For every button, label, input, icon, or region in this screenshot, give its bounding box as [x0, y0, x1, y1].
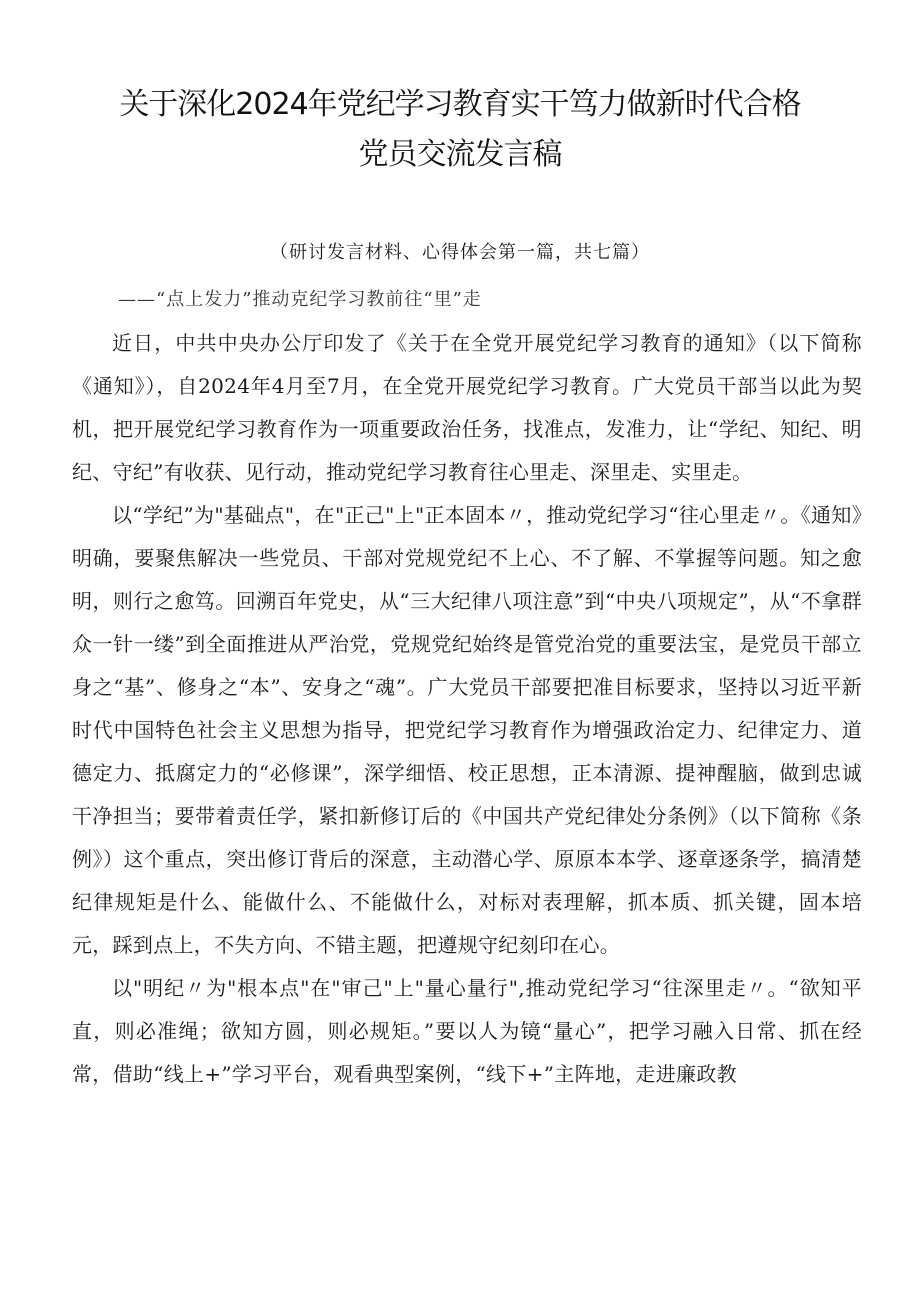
document-body: [72, 322, 862, 1096]
document-title-line-1: 关于深化2024年党纪学习教育实干笃力做新时代合格: [119, 87, 801, 122]
body-paragraph: 以“学纪”为"基础点"，在"正己"上"正本固本〃，推动党纪学习“往心里走〃。《通知》明确，要聚焦解决一些党员、干部对党规党纪不上心、不了解、不掌握等问题。知之愈明，则行之愈笃。回溯百年党史，从“三大纪律八项注意”到“中央八项规定”，从“不拿群众一针一缕”到全面推进从严治党，党规党纪始终是管党治党的重要法宝，是党员干部立身之“基”、修身之“本”、安身之“魂”。广大党员干部要把准目标要求，坚持以习近平新时代中国特色社会主义思想为指导，把党纪学习教育作为增强政治定力、纪律定力、道德定力、抵腐定力的“必修课”，深学细悟、校正思想，正本清源、提神醒脑，做到忠诚干净担当；要带着责任学，紧扣新修订后的《中国共产党纪律处分条例》（以下简称《条例》）这个重点，突出修订背后的深意，主动潜心学、原原本本学、逐章逐条学，搞清楚纪律规矩是什么、能做什么、不能做什么，对标对表理解，抓本质、抓关键，固本培元，踩到点上，不失方向、不错主题，把遵规守纪刻印在心。: [72, 503, 862, 957]
body-paragraph: 近日，中共中央办公厅印发了《关于在全党开展党纪学习教育的通知》（以下简称《通知》），自2024年4月至7月，在全党开展党纪学习教育。广大党员干部当以此为契机，把开展党纪学习教育作为一项重要政治任务，找准点，发准力，让“学纪、知纪、明纪、守纪”有收获、见行动，推动党纪学习教育往心里走、深里走、实里走。: [72, 331, 862, 484]
body-paragraph: 以"明纪〃为"根本点"在"审己"上"量心量行",推动党纪学习“往深里走〃。“欲知平直，则必准绳；欲知方圆，则必规矩。”要以人为镜“量心”，把学习融入日常、抓在经常，借助“线上+”学习平台，观看典型案例，“线下+”主阵地，走进廉政教: [72, 976, 862, 1086]
document-tagline: ——“点上发力”推动克纪学习教前往“里”走: [118, 289, 482, 310]
document-title-line-2: 党员交流发言稿: [358, 137, 562, 172]
document-subtitle: （研讨发言材料、心得体会第一篇，共七篇）: [270, 242, 650, 263]
